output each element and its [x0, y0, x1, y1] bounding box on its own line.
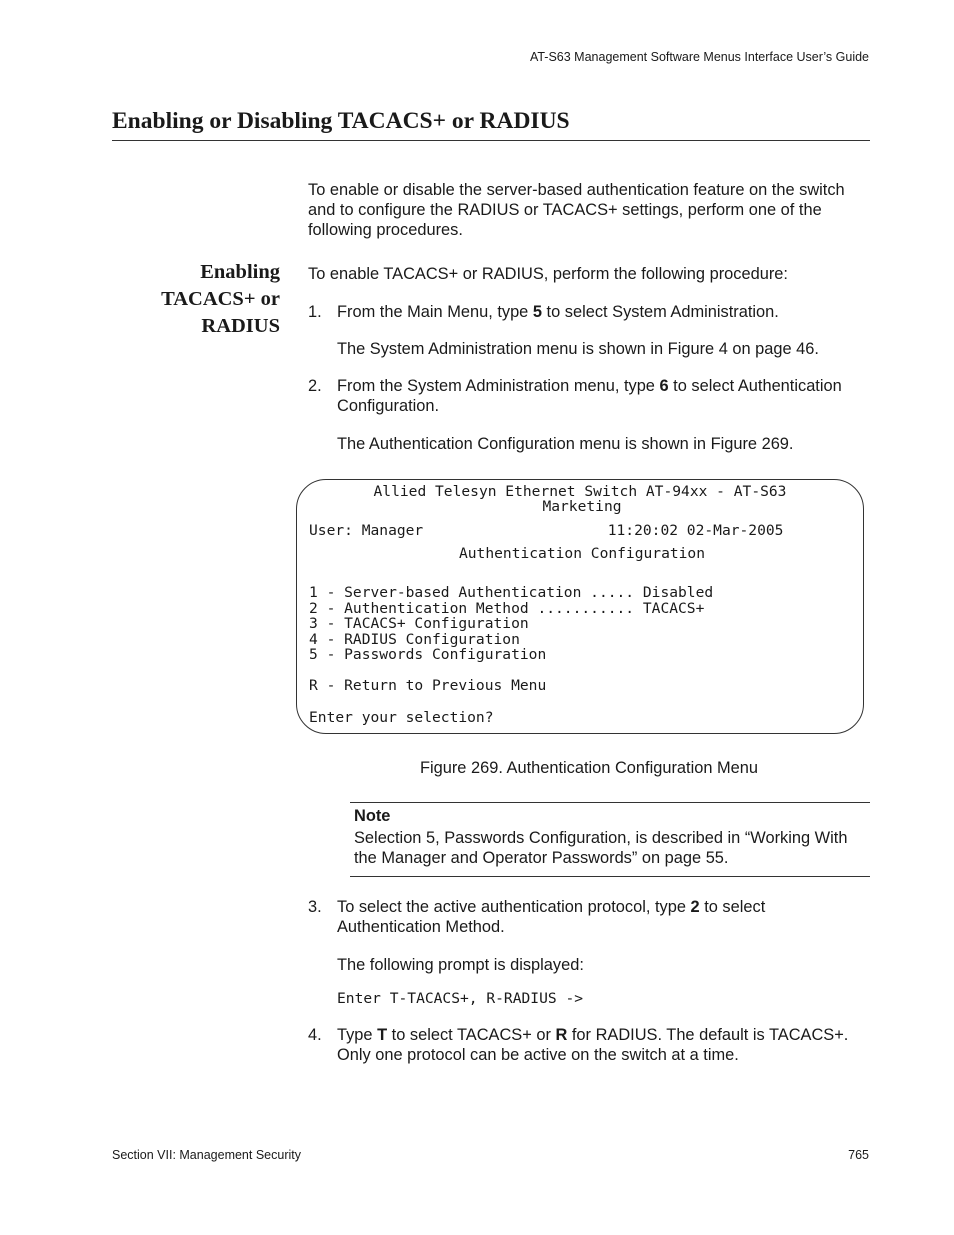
step-3-result: The following prompt is displayed:	[337, 956, 584, 974]
footer-section: Section VII: Management Security	[112, 1148, 301, 1162]
terminal-menu-option: 1 - Server-based Authentication ..... Disabled	[309, 584, 714, 601]
subsection-heading-line: TACACS+ or	[161, 288, 280, 310]
procedure-lead: To enable TACACS+ or RADIUS, perform the following procedure:	[308, 265, 788, 283]
terminal-menu-title: Authentication Configuration	[458, 545, 705, 562]
step-text: From the System Administration menu, type 6 to select Authentication Configuration.	[337, 377, 842, 415]
page-number: 765	[848, 1148, 869, 1162]
subsection-heading-line: Enabling	[200, 261, 280, 283]
figure-caption: Figure 269. Authentication Configuration Menu	[419, 759, 759, 777]
terminal-menu-option: 3 - TACACS+ Configuration	[309, 615, 529, 633]
note-bottom-rule	[350, 876, 870, 877]
terminal-prompt: Enter your selection?	[309, 709, 494, 726]
section-title: Enabling or Disabling TACACS+ or RADIUS	[112, 108, 570, 134]
step-text: From the Main Menu, type 5 to select System Administration.	[337, 303, 779, 321]
step-3	[308, 897, 870, 937]
step-text: To select the active authentication protocol, type 2 to select Authentication Method.	[337, 898, 766, 936]
step-number: 3.	[308, 898, 322, 916]
note-top-rule	[350, 802, 870, 803]
running-header: AT-S63 Management Software Menus Interface User’s Guide	[529, 50, 869, 64]
command-prompt: Enter T-TACACS+, R-RADIUS ->	[337, 990, 584, 1007]
step-2-result: The Authentication Configuration menu is shown in Figure 269.	[337, 435, 794, 453]
step-text: Type T to select TACACS+ or R for RADIUS. The default is TACACS+. Only one protocol can be active on the switch at a time.	[337, 1026, 849, 1064]
step-4	[308, 1025, 870, 1065]
terminal-menu-list	[309, 585, 713, 663]
subsection-heading	[120, 259, 280, 340]
terminal-subtitle: Marketing	[542, 498, 622, 515]
step-number: 4.	[308, 1026, 322, 1044]
intro-paragraph: To enable or disable the server-based authentication feature on the switch and to configure the RADIUS or TACACS+ settings, perform one of the following procedures.	[308, 181, 845, 239]
terminal-menu-option: 5 - Passwords Configuration	[309, 646, 547, 664]
terminal-user-line: User: Manager 11:20:02 02-Mar-2005	[309, 522, 784, 539]
note-label: Note	[354, 807, 391, 825]
step-1	[308, 302, 870, 322]
step-2	[308, 376, 870, 416]
terminal-menu-option: 2 - Authentication Method ........... TACACS+	[309, 599, 705, 617]
step-1-result: The System Administration menu is shown in Figure 4 on page 46.	[337, 340, 819, 358]
terminal-menu-option: 4 - RADIUS Configuration	[309, 630, 520, 648]
terminal-title: Allied Telesyn Ethernet Switch AT-94xx - AT-S63	[373, 483, 787, 500]
step-number: 2.	[308, 377, 322, 395]
step-number: 1.	[308, 303, 322, 321]
subsection-heading-line: RADIUS	[201, 315, 280, 337]
title-divider	[112, 140, 870, 141]
note-text: Selection 5, Passwords Configuration, is described in “Working With the Manager and Operator Passwords” on page 55.	[354, 829, 848, 867]
terminal-return-option: R - Return to Previous Menu	[309, 677, 547, 694]
